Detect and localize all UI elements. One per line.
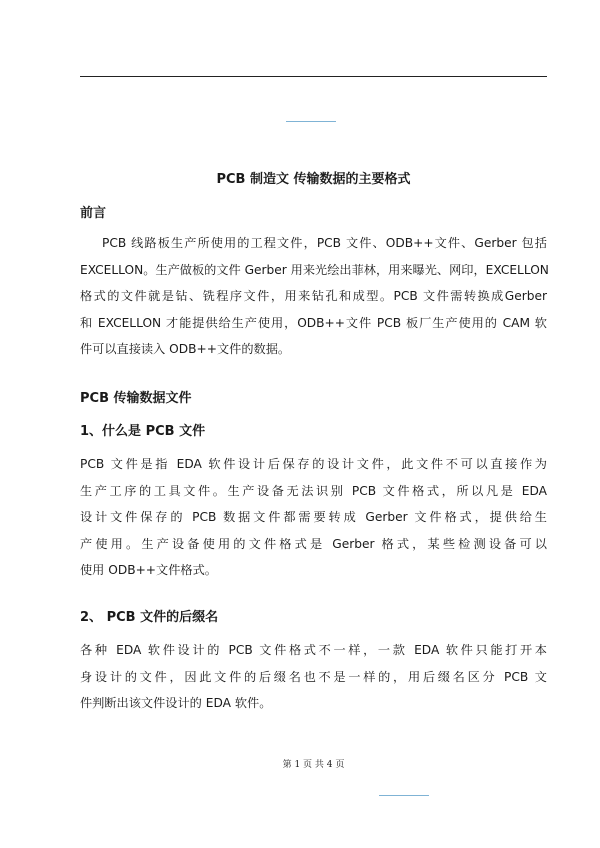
paragraph-line: 生产工序的工具文件。生产设备无法识别 PCB 文件格式，所以凡是 EDA [80, 483, 547, 498]
paragraph-line: 格式的文件就是钻、铣程序文件，用来钻孔和成型。PCB 文件需转换成Gerber [80, 289, 547, 303]
paragraph-line: 件判断出该文件设计的 EDA 软件。 [80, 696, 272, 710]
paragraph-line: 件可以直接读入 ODB++文件的数据。 [80, 342, 291, 356]
what-is-pcb-paragraph [80, 451, 547, 584]
preface-paragraph [80, 230, 547, 363]
paragraph-line: EXCELLON。生产做板的文件 Gerber 用来光绘出菲林，用来曝光、网印，EXCELLON [80, 262, 549, 277]
preface-heading: 前言 [80, 206, 107, 221]
top-blue-mark [286, 121, 336, 122]
suffix-paragraph [80, 637, 547, 717]
paragraph-line: 使用 ODB++文件格式。 [80, 563, 217, 577]
paragraph-line: 产使用。生产设备使用的文件格式是 Gerber 格式，某些检测设备可以 [80, 536, 547, 551]
transfer-heading: PCB 传输数据文件 [80, 391, 192, 406]
paragraph-line: 各种 EDA 软件设计的 PCB 文件格式不一样，一款 EDA 软件只能打开本 [80, 643, 547, 657]
paragraph-line: PCB 文件是指 EDA 软件设计后保存的设计文件，此文件不可以直接作为 [80, 457, 547, 471]
paragraph-line: 身设计的文件，因此文件的后缀名也不是一样的，用后缀名区分 PCB 文 [80, 669, 547, 684]
suffix-heading: 2、 PCB 文件的后缀名 [80, 610, 219, 625]
what-is-pcb-heading: 1、什么是 PCB 文件 [80, 424, 206, 439]
document-title: PCB 制造文 传输数据的主要格式 [216, 172, 411, 187]
paragraph-line: PCB 线路板生产所使用的工程文件，PCB 文件、ODB++文件、Gerber 包括 [102, 236, 547, 250]
page-number-footer: 第 1 页 共 4 页 [282, 760, 345, 770]
header-rule [80, 76, 547, 77]
bottom-blue-mark [379, 795, 429, 796]
paragraph-line: 和 EXCELLON 才能提供给生产使用，ODB++文件 PCB 板厂生产使用的 CAM 软 [80, 315, 547, 330]
paragraph-line: 设计文件保存的 PCB 数据文件都需要转成 Gerber 文件格式，提供给生 [80, 510, 547, 524]
